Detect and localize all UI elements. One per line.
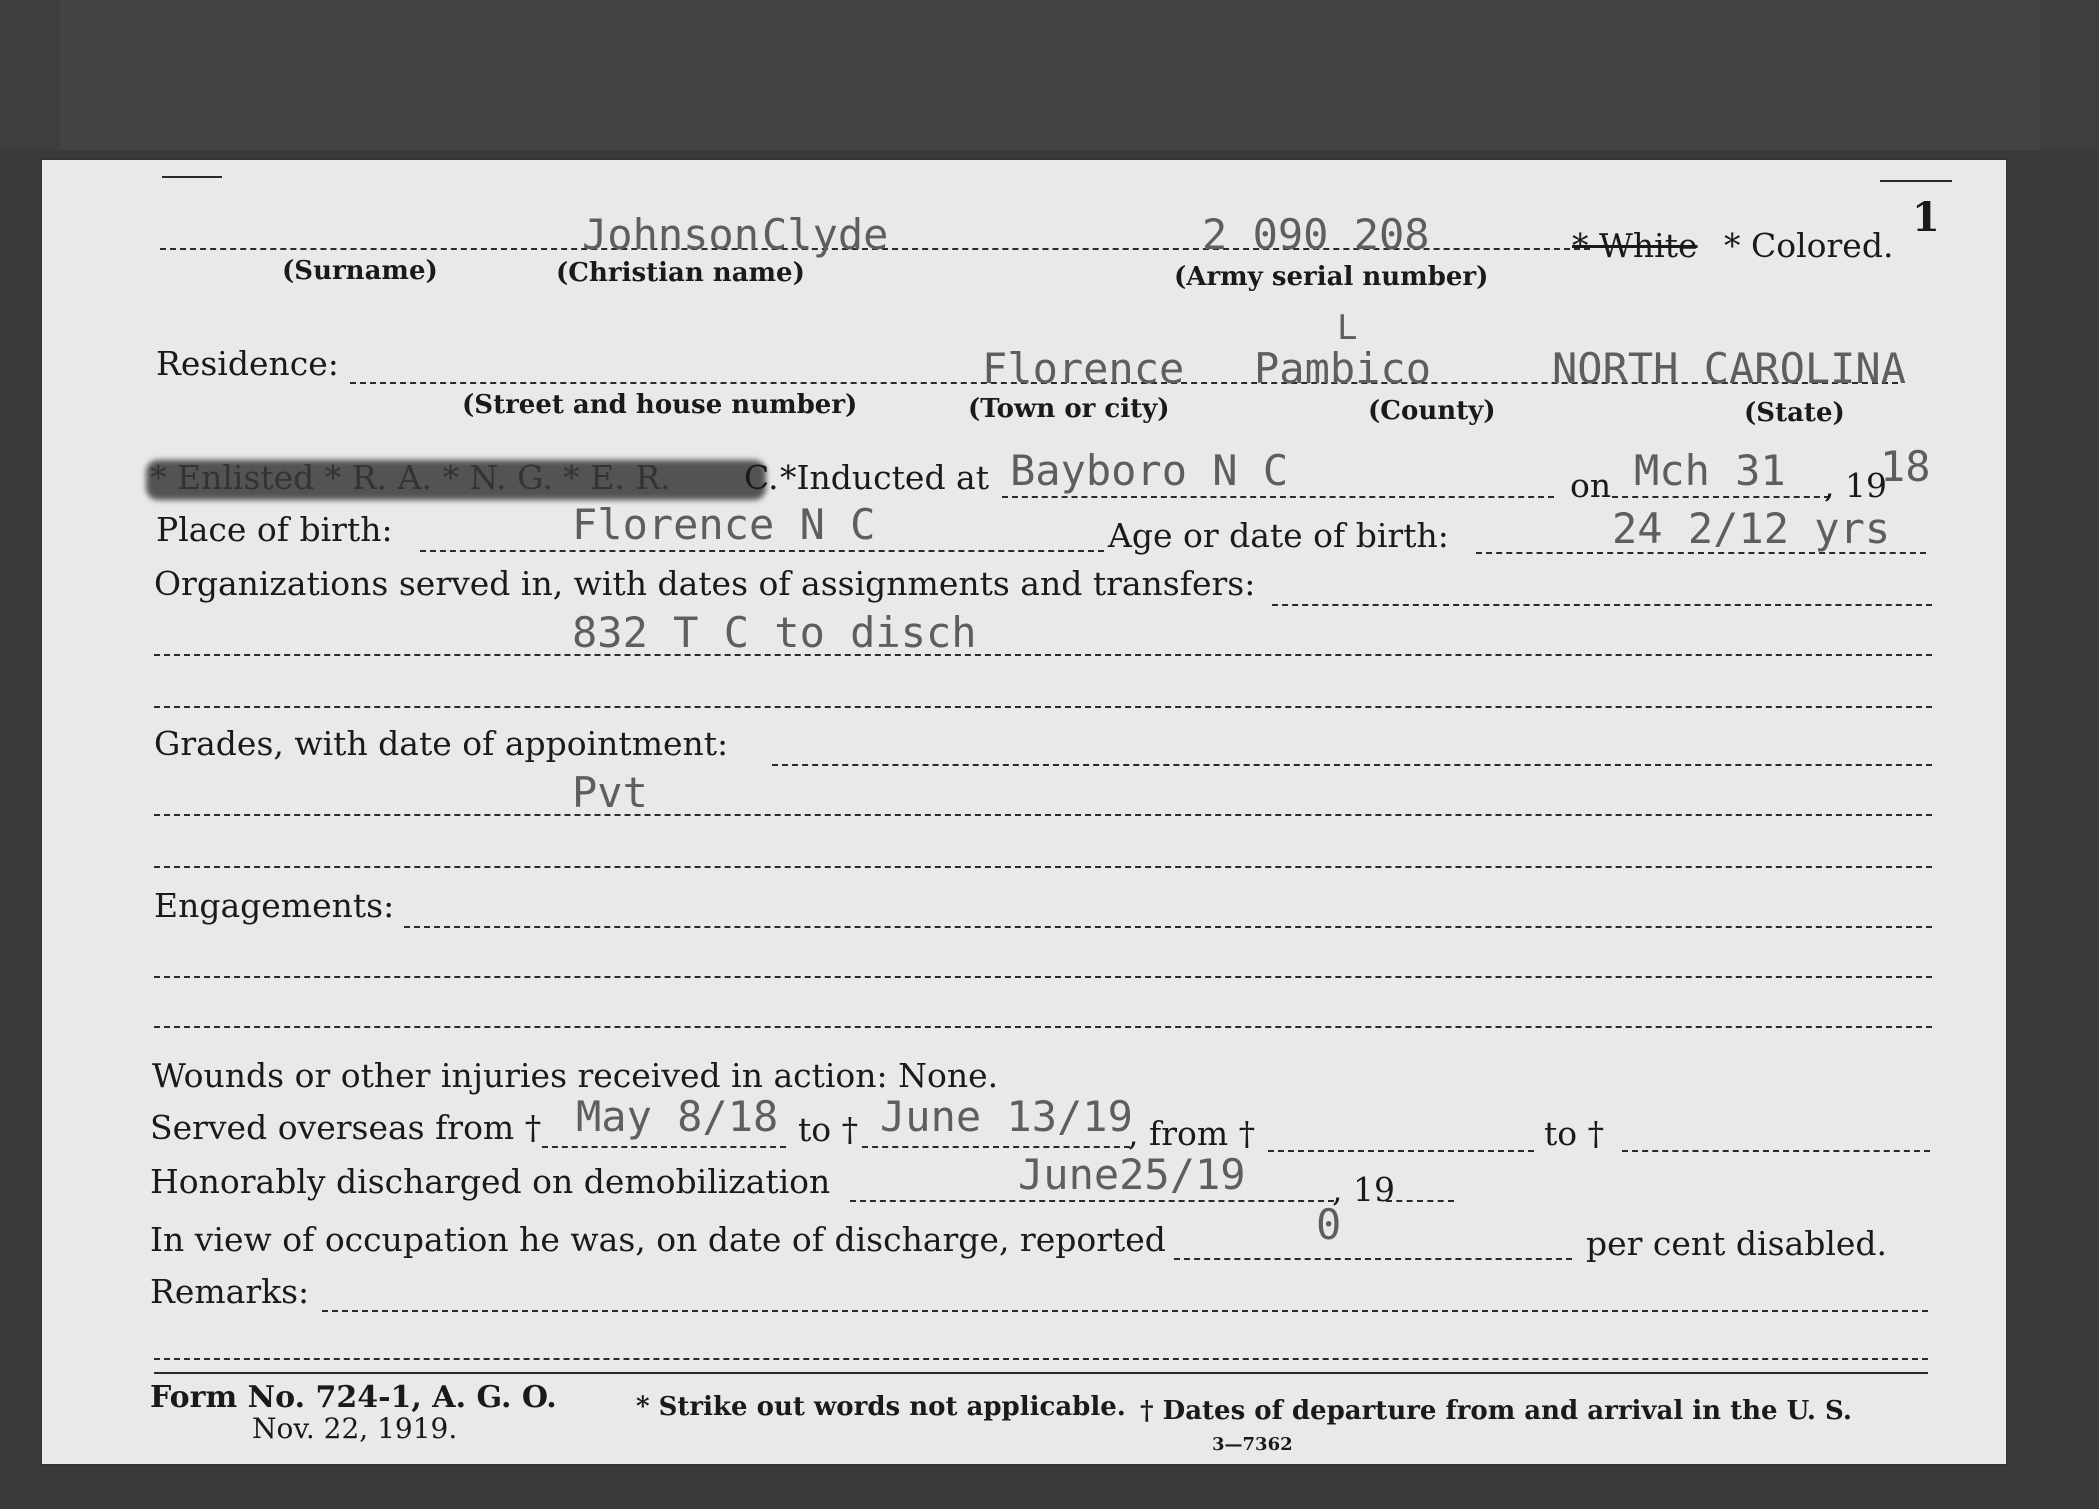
form-date: Nov. 22, 1919. [252, 1412, 458, 1445]
race-white: * White [1572, 226, 1698, 265]
induction-date-value: Mch 31 [1634, 446, 1786, 495]
discharge-year-suffix: , 19 [1332, 1170, 1395, 1209]
serial-caption: (Army serial number) [1174, 262, 1489, 292]
engagements-line-1 [404, 926, 1932, 928]
state-value: NORTH CAROLINA [1552, 344, 1907, 393]
surname-value: Johnson [582, 210, 760, 259]
grades-label: Grades, with date of appointment: [154, 724, 729, 763]
discharge-line [850, 1200, 1334, 1202]
organizations-line-3 [154, 706, 1932, 708]
overseas-from-line-2 [1268, 1150, 1534, 1152]
christian-name-caption: (Christian name) [556, 258, 805, 288]
top-right-rule [1880, 180, 1952, 182]
form-number: Form No. 724-1, A. G. O. [150, 1380, 557, 1415]
grades-line-2 [154, 814, 1932, 816]
christian-name-value: Clyde [762, 210, 889, 259]
discharge-year-line [1386, 1200, 1454, 1202]
disability-line [1174, 1258, 1572, 1260]
top-left-rule [162, 176, 222, 178]
county-correction: L [1337, 308, 1358, 348]
inducted-place-value: Bayboro N C [1010, 446, 1289, 495]
overseas-label: Served overseas from † [150, 1108, 542, 1147]
overseas-from-line [542, 1146, 786, 1148]
engagements-line-2 [154, 976, 1932, 978]
dates-note: † Dates of departure from and arrival in the U. S. [1140, 1396, 1852, 1426]
inducted-label: *Inducted at [780, 458, 989, 497]
footer-rule [154, 1372, 1928, 1374]
race-colored: * Colored. [1724, 226, 1894, 265]
print-code: 3—7362 [1212, 1434, 1293, 1455]
grades-value: Pvt [572, 768, 648, 817]
age-value: 24 2/12 yrs [1612, 504, 1891, 553]
service-record-card [42, 160, 2006, 1464]
town-caption: (Town or city) [968, 394, 1170, 424]
organizations-line-2 [154, 654, 1932, 656]
overseas-to-label: to † [798, 1110, 859, 1149]
overseas-to-line [862, 1146, 1130, 1148]
state-caption: (State) [1744, 398, 1845, 428]
overseas-to-line-2 [1622, 1150, 1930, 1152]
overseas-to-label-2: to † [1544, 1114, 1605, 1153]
age-label: Age or date of birth: [1108, 516, 1449, 555]
card-number: 1 [1912, 194, 1940, 241]
induction-year-value: 18 [1880, 442, 1931, 491]
grades-line-3 [154, 866, 1932, 868]
engagements-line-3 [154, 1026, 1932, 1028]
surname-caption: (Surname) [282, 256, 438, 286]
year-prefix: , 19 [1824, 466, 1887, 505]
county-value: Pambico [1254, 344, 1432, 393]
background-strip [60, 0, 2040, 150]
disability-value: 0 [1316, 1200, 1342, 1249]
on-label: on [1570, 466, 1612, 505]
overseas-to-value: June 13/19 [880, 1092, 1133, 1141]
remarks-line-1 [322, 1310, 1928, 1312]
remarks-label: Remarks: [150, 1272, 310, 1311]
wounds-text: Wounds or other injuries received in action: None. [152, 1056, 999, 1095]
enlisted-c: C. [744, 458, 779, 497]
disability-suffix: per cent disabled. [1586, 1224, 1888, 1263]
overseas-from-value: May 8/18 [576, 1092, 779, 1141]
serial-number-value: 2 090 208 [1202, 210, 1430, 259]
engagements-label: Engagements: [154, 886, 395, 925]
organizations-label: Organizations served in, with dates of assignments and transfers: [154, 564, 1256, 603]
discharge-date-value: June25/19 [1018, 1150, 1246, 1199]
county-caption: (County) [1368, 396, 1496, 426]
inducted-place-line [1002, 496, 1554, 498]
overseas-from-label-2: , from † [1128, 1114, 1256, 1153]
birth-place-label: Place of birth: [156, 510, 393, 549]
induction-date-line [1612, 496, 1830, 498]
discharge-label: Honorably discharged on demobilization [150, 1162, 831, 1201]
town-value: Florence [982, 344, 1185, 393]
disability-label: In view of occupation he was, on date of discharge, reported [150, 1220, 1166, 1259]
street-caption: (Street and house number) [462, 390, 858, 420]
organizations-line-1 [1272, 604, 1932, 606]
birth-place-value: Florence N C [572, 500, 876, 549]
redaction-smear [146, 460, 766, 500]
remarks-line-2 [154, 1358, 1928, 1360]
organizations-value: 832 T C to disch [572, 608, 977, 657]
birth-place-line [420, 550, 1104, 552]
grades-line-1 [772, 764, 1932, 766]
residence-label: Residence: [156, 344, 339, 383]
strike-note: * Strike out words not applicable. [636, 1392, 1126, 1422]
